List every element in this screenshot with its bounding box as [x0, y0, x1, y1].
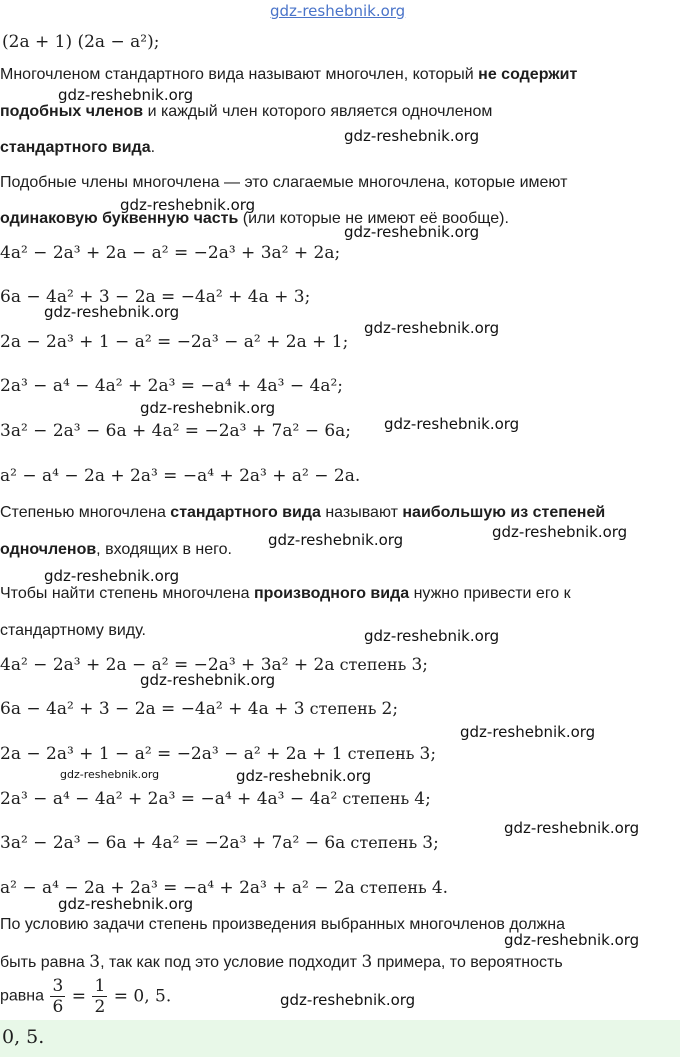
answer-box — [0, 1020, 680, 1057]
definition-standard-form-line2 — [0, 103, 492, 121]
definition-reduce-line2: стандартному виду. — [0, 622, 146, 639]
conclusion-line1: По условию задачи степень произведения выбранных многочленов должна — [0, 916, 565, 933]
conclusion-line2 — [0, 952, 563, 972]
degree-label: степень — [342, 744, 420, 763]
def1-text: Многочленом стандартного вида называют многочлен, который — [0, 66, 479, 83]
degree-eq: 3a² − 2a³ − 6a + 4a² = −2a³ + 7a² − 6a — [0, 833, 346, 853]
degree-value: 3; — [422, 833, 439, 853]
conclusion-line3 — [0, 976, 171, 1017]
watermark: gdz-reshebnik.org — [44, 567, 180, 585]
degree-eq: 2a³ − a⁴ − 4a² + 2a³ = −a⁴ + 4a³ − 4a² — [0, 789, 338, 809]
answer-value: 0, 5. — [2, 1026, 45, 1048]
degree-label: степень — [354, 878, 432, 897]
watermark: gdz-reshebnik.org — [504, 819, 640, 837]
watermark: gdz-reshebnik.org — [140, 399, 276, 417]
header-expression: (2a + 1) (2a − a²); — [2, 32, 160, 52]
fraction-denominator: 6 — [52, 997, 64, 1017]
watermark: gdz-reshebnik.org — [492, 523, 628, 541]
def1-period: . — [150, 139, 156, 156]
degree-eq: a² − a⁴ − 2a + 2a³ = −a⁴ + 2a³ + a² − 2a — [0, 878, 355, 898]
def1-bold: не содержит — [478, 66, 578, 83]
watermark: gdz-reshebnik.org — [364, 319, 500, 337]
watermark: gdz-reshebnik.org — [384, 415, 520, 433]
watermark: gdz-reshebnik.org — [58, 86, 194, 104]
watermark: gdz-reshebnik.org — [344, 223, 480, 241]
def1-bold-3: стандартного вида — [0, 139, 151, 156]
degree-value: 3; — [419, 744, 437, 764]
fraction — [92, 976, 107, 1017]
watermark: gdz-reshebnik.org — [60, 768, 160, 781]
conclusion-text: , так как под это условие подходит — [100, 954, 362, 971]
def2-text: (или которые не имеют её вообще). — [238, 210, 509, 227]
def3-text: Степенью многочлена — [0, 504, 171, 521]
degree-value: 4. — [431, 878, 449, 898]
def1-text-2: и каждый член которого является одночленом — [143, 103, 493, 120]
fraction-numerator: 3 — [52, 976, 64, 996]
definition-standard-form-line1 — [0, 66, 577, 84]
fraction — [50, 976, 65, 1017]
watermark: gdz-reshebnik.org — [460, 723, 596, 741]
def3-text-3: , входящих в него. — [96, 541, 232, 558]
watermark: gdz-reshebnik.org — [344, 127, 480, 145]
definition-reduce-line1 — [0, 585, 571, 603]
def3-bold-3: одночленов — [0, 541, 97, 558]
probability-value: = 0, 5. — [113, 986, 172, 1007]
watermark: gdz-reshebnik.org — [504, 931, 640, 949]
degree-eq: 2a − 2a³ + 1 − a² = −2a³ − a² + 2a + 1 — [0, 744, 343, 764]
watermark: gdz-reshebnik.org — [280, 991, 416, 1009]
degree-equation — [0, 744, 436, 764]
def2-bold: одинаковую буквенную часть — [0, 210, 239, 227]
equation: 2a − 2a³ + 1 − a² = −2a³ − a² + 2a + 1; — [0, 332, 349, 352]
conclusion-number: 3 — [89, 952, 101, 972]
watermark[interactable]: gdz-reshebnik.org — [270, 2, 406, 20]
definition-degree-line2 — [0, 541, 232, 559]
watermark: gdz-reshebnik.org — [58, 895, 194, 913]
watermark: gdz-reshebnik.org — [268, 531, 404, 549]
conclusion-text: равна — [0, 987, 49, 1005]
watermark: gdz-reshebnik.org — [44, 303, 180, 321]
def4-text-2: нужно привести его к — [409, 585, 571, 602]
conclusion-text: примера, то вероятность — [372, 954, 563, 971]
def4-bold: производного вида — [253, 585, 410, 602]
equation: 3a² − 2a³ − 6a + 4a² = −2a³ + 7a² − 6a; — [0, 421, 352, 441]
degree-equation — [0, 699, 398, 719]
degree-eq: 6a − 4a² + 3 − 2a = −4a² + 4a + 3 — [0, 699, 305, 719]
watermark: gdz-reshebnik.org — [236, 767, 372, 785]
degree-eq: 4a² − 2a³ + 2a − a² = −2a³ + 3a² + 2a — [0, 655, 335, 675]
equation: a² − a⁴ − 2a + 2a³ = −a⁴ + 2a³ + a² − 2a. — [0, 466, 361, 486]
degree-label: степень — [345, 833, 423, 852]
watermark: gdz-reshebnik.org — [120, 196, 256, 214]
equation: 6a − 4a² + 3 − 2a = −4a² + 4a + 3; — [0, 287, 311, 307]
degree-equation — [0, 833, 439, 853]
degree-value: 3; — [411, 655, 428, 675]
fraction-denominator: 2 — [94, 997, 106, 1017]
conclusion-text: быть равна — [0, 954, 90, 971]
equation: 4a² − 2a³ + 2a − a² = −2a³ + 3a² + 2a; — [0, 243, 341, 263]
def1-bold-2: подобных членов — [0, 103, 144, 120]
degree-label: степень — [334, 655, 412, 674]
degree-label: степень — [337, 789, 415, 808]
definition-degree-line1 — [0, 504, 605, 522]
def4-text: Чтобы найти степень многочлена — [0, 585, 254, 602]
equation: 2a³ − a⁴ − 4a² + 2a³ = −a⁴ + 4a³ − 4a²; — [0, 376, 344, 396]
degree-value: 2; — [381, 699, 399, 719]
fraction-numerator: 1 — [94, 976, 106, 996]
degree-label: степень — [304, 699, 382, 718]
conclusion-number: 3 — [361, 952, 373, 972]
degree-value: 4; — [414, 789, 431, 809]
degree-equation — [0, 789, 431, 809]
def3-bold: стандартного вида — [170, 504, 321, 521]
definition-similar-terms-line1: Подобные члены многочлена — это слагаемые многочлена, которые имеют — [0, 174, 568, 191]
watermark: gdz-reshebnik.org — [364, 627, 500, 645]
equals-sign: = — [71, 986, 87, 1007]
watermark: gdz-reshebnik.org — [140, 671, 276, 689]
def3-bold-2: наибольшую из степеней — [402, 504, 606, 521]
definition-standard-form-line3 — [0, 139, 155, 157]
def3-text-2: называют — [320, 504, 403, 521]
